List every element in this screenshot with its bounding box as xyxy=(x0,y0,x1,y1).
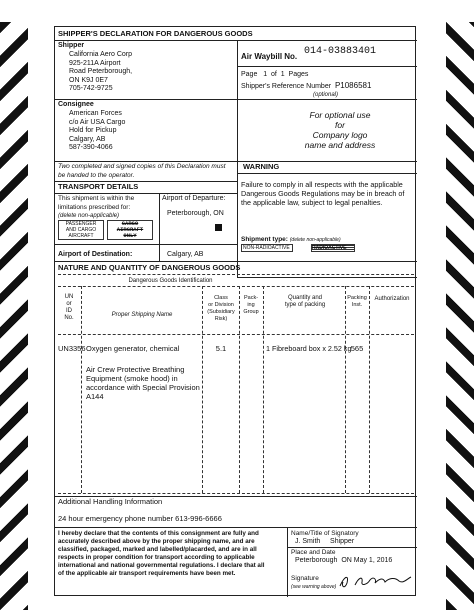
awb-label: Air Waybill No. xyxy=(241,52,298,61)
cell-un: UN3356 xyxy=(58,344,86,353)
right-hatch-border xyxy=(446,22,474,610)
cell-pi: 565 xyxy=(350,344,364,353)
destination-value: Calgary, AB xyxy=(167,251,204,258)
signature xyxy=(337,573,413,589)
emergency-phone: 24 hour emergency phone number 613-996-6666 xyxy=(58,514,222,523)
awb-number: 014-03883401 xyxy=(304,46,377,57)
col-header-pi: Packing Inst. xyxy=(347,295,367,308)
shipper-label: Shipper xyxy=(58,42,85,49)
cell-qty: 1 Fibreboard box x 2.52 kg xyxy=(266,344,352,353)
handling-title: Additional Handling Information xyxy=(58,497,163,506)
signatory-label: Name/Title of Signatory xyxy=(291,530,359,537)
col-header-class: Class or Division (Subsidiary Risk) xyxy=(207,295,235,322)
warning-title: WARNING xyxy=(243,162,280,171)
dg-identification-header: Dangerous Goods Identification xyxy=(128,278,213,284)
col-header-un: UN or ID No. xyxy=(64,294,74,321)
left-hatch-border xyxy=(0,22,28,610)
place-date-label: Place and Date xyxy=(291,549,336,556)
radioactive-box[interactable]: RADIOACTIVE xyxy=(311,244,355,252)
limits-note: This shipment is within the limitations prescribed for: (delete non-applicable) xyxy=(58,195,135,219)
transport-title: TRANSPORT DETAILS xyxy=(58,182,139,191)
company-logo-placeholder: For optional use for Company logo name and address xyxy=(304,110,376,150)
copies-note: Two completed and signed copies of this Declaration must be handed to the operator. xyxy=(58,163,226,179)
declaration-text: I hereby declare that the contents of this consignment are fully and accurately described above by the proper shipping name, and are classified, packaged, marked and labelled/placarded, and are in all respects in proper condition for transport according to applicable international and national governmental regulations. I declare that all of the applicable air transport requirements have been met. xyxy=(58,530,265,577)
cell-class: 5.1 xyxy=(215,344,227,353)
cargo-aircraft-only-box[interactable]: CARGO AIRCRAFT ONLY xyxy=(107,220,153,240)
warning-text: Failure to comply in all respects with the applicable Dangerous Goods Regulations may be in breach of the applicable law, subject to legal penalties. xyxy=(241,180,405,207)
non-radioactive-box[interactable]: NON-RADIOACTIVE xyxy=(241,244,293,252)
shipper-reference: Shipper's Reference Number P1086581 xyxy=(241,81,372,90)
signature-label: Signature xyxy=(291,575,319,582)
col-header-authorization: Authorization xyxy=(374,296,410,302)
col-header-psn: Proper Shipping Name xyxy=(111,312,173,318)
form-title: SHIPPER'S DECLARATION FOR DANGEROUS GOODS xyxy=(58,29,253,38)
page-count: Page 1 of 1 Pages xyxy=(241,71,309,78)
signatory-name: J. Smith Shipper xyxy=(295,538,355,545)
departure-label: Airport of Departure: xyxy=(162,195,226,202)
consignee-label: Consignee xyxy=(58,101,94,108)
destination-label: Airport of Destination: xyxy=(58,251,133,258)
nature-title: NATURE AND QUANTITY OF DANGEROUS GOODS xyxy=(58,263,241,272)
cell-description: Air Crew Protective Breathing Equipment (smoke hood) in accordance with Special Provision A144 xyxy=(86,365,200,401)
signature-scribble xyxy=(337,573,413,589)
col-header-qty: Quantity and type of packing xyxy=(284,295,326,308)
departure-checkbox xyxy=(215,219,222,237)
col-header-pg: Pack- ing Group xyxy=(243,295,259,315)
place-date-value: Peterborough ON May 1, 2016 xyxy=(295,557,393,564)
cell-psn: Oxygen generator, chemical xyxy=(86,344,180,353)
passenger-aircraft-box[interactable]: PASSENGER AND CARGO AIRCRAFT xyxy=(58,220,104,240)
departure-value: Peterborough, ON xyxy=(167,210,224,217)
shipper-address: California Aero Corp 925-211A Airport Road Peterborough, ON K9J 0E7 705-742-9725 xyxy=(69,51,133,92)
consignee-address: American Forces c/o Air USA Cargo Hold for Pickup Calgary, AB 587-390-4066 xyxy=(69,110,126,151)
optional-note: (optional) xyxy=(313,92,339,98)
shipment-type-label: Shipment type: (delete non-applicable) xyxy=(241,236,341,243)
signature-note: (see warning above) xyxy=(291,584,337,590)
dg-declaration-form xyxy=(54,26,416,596)
